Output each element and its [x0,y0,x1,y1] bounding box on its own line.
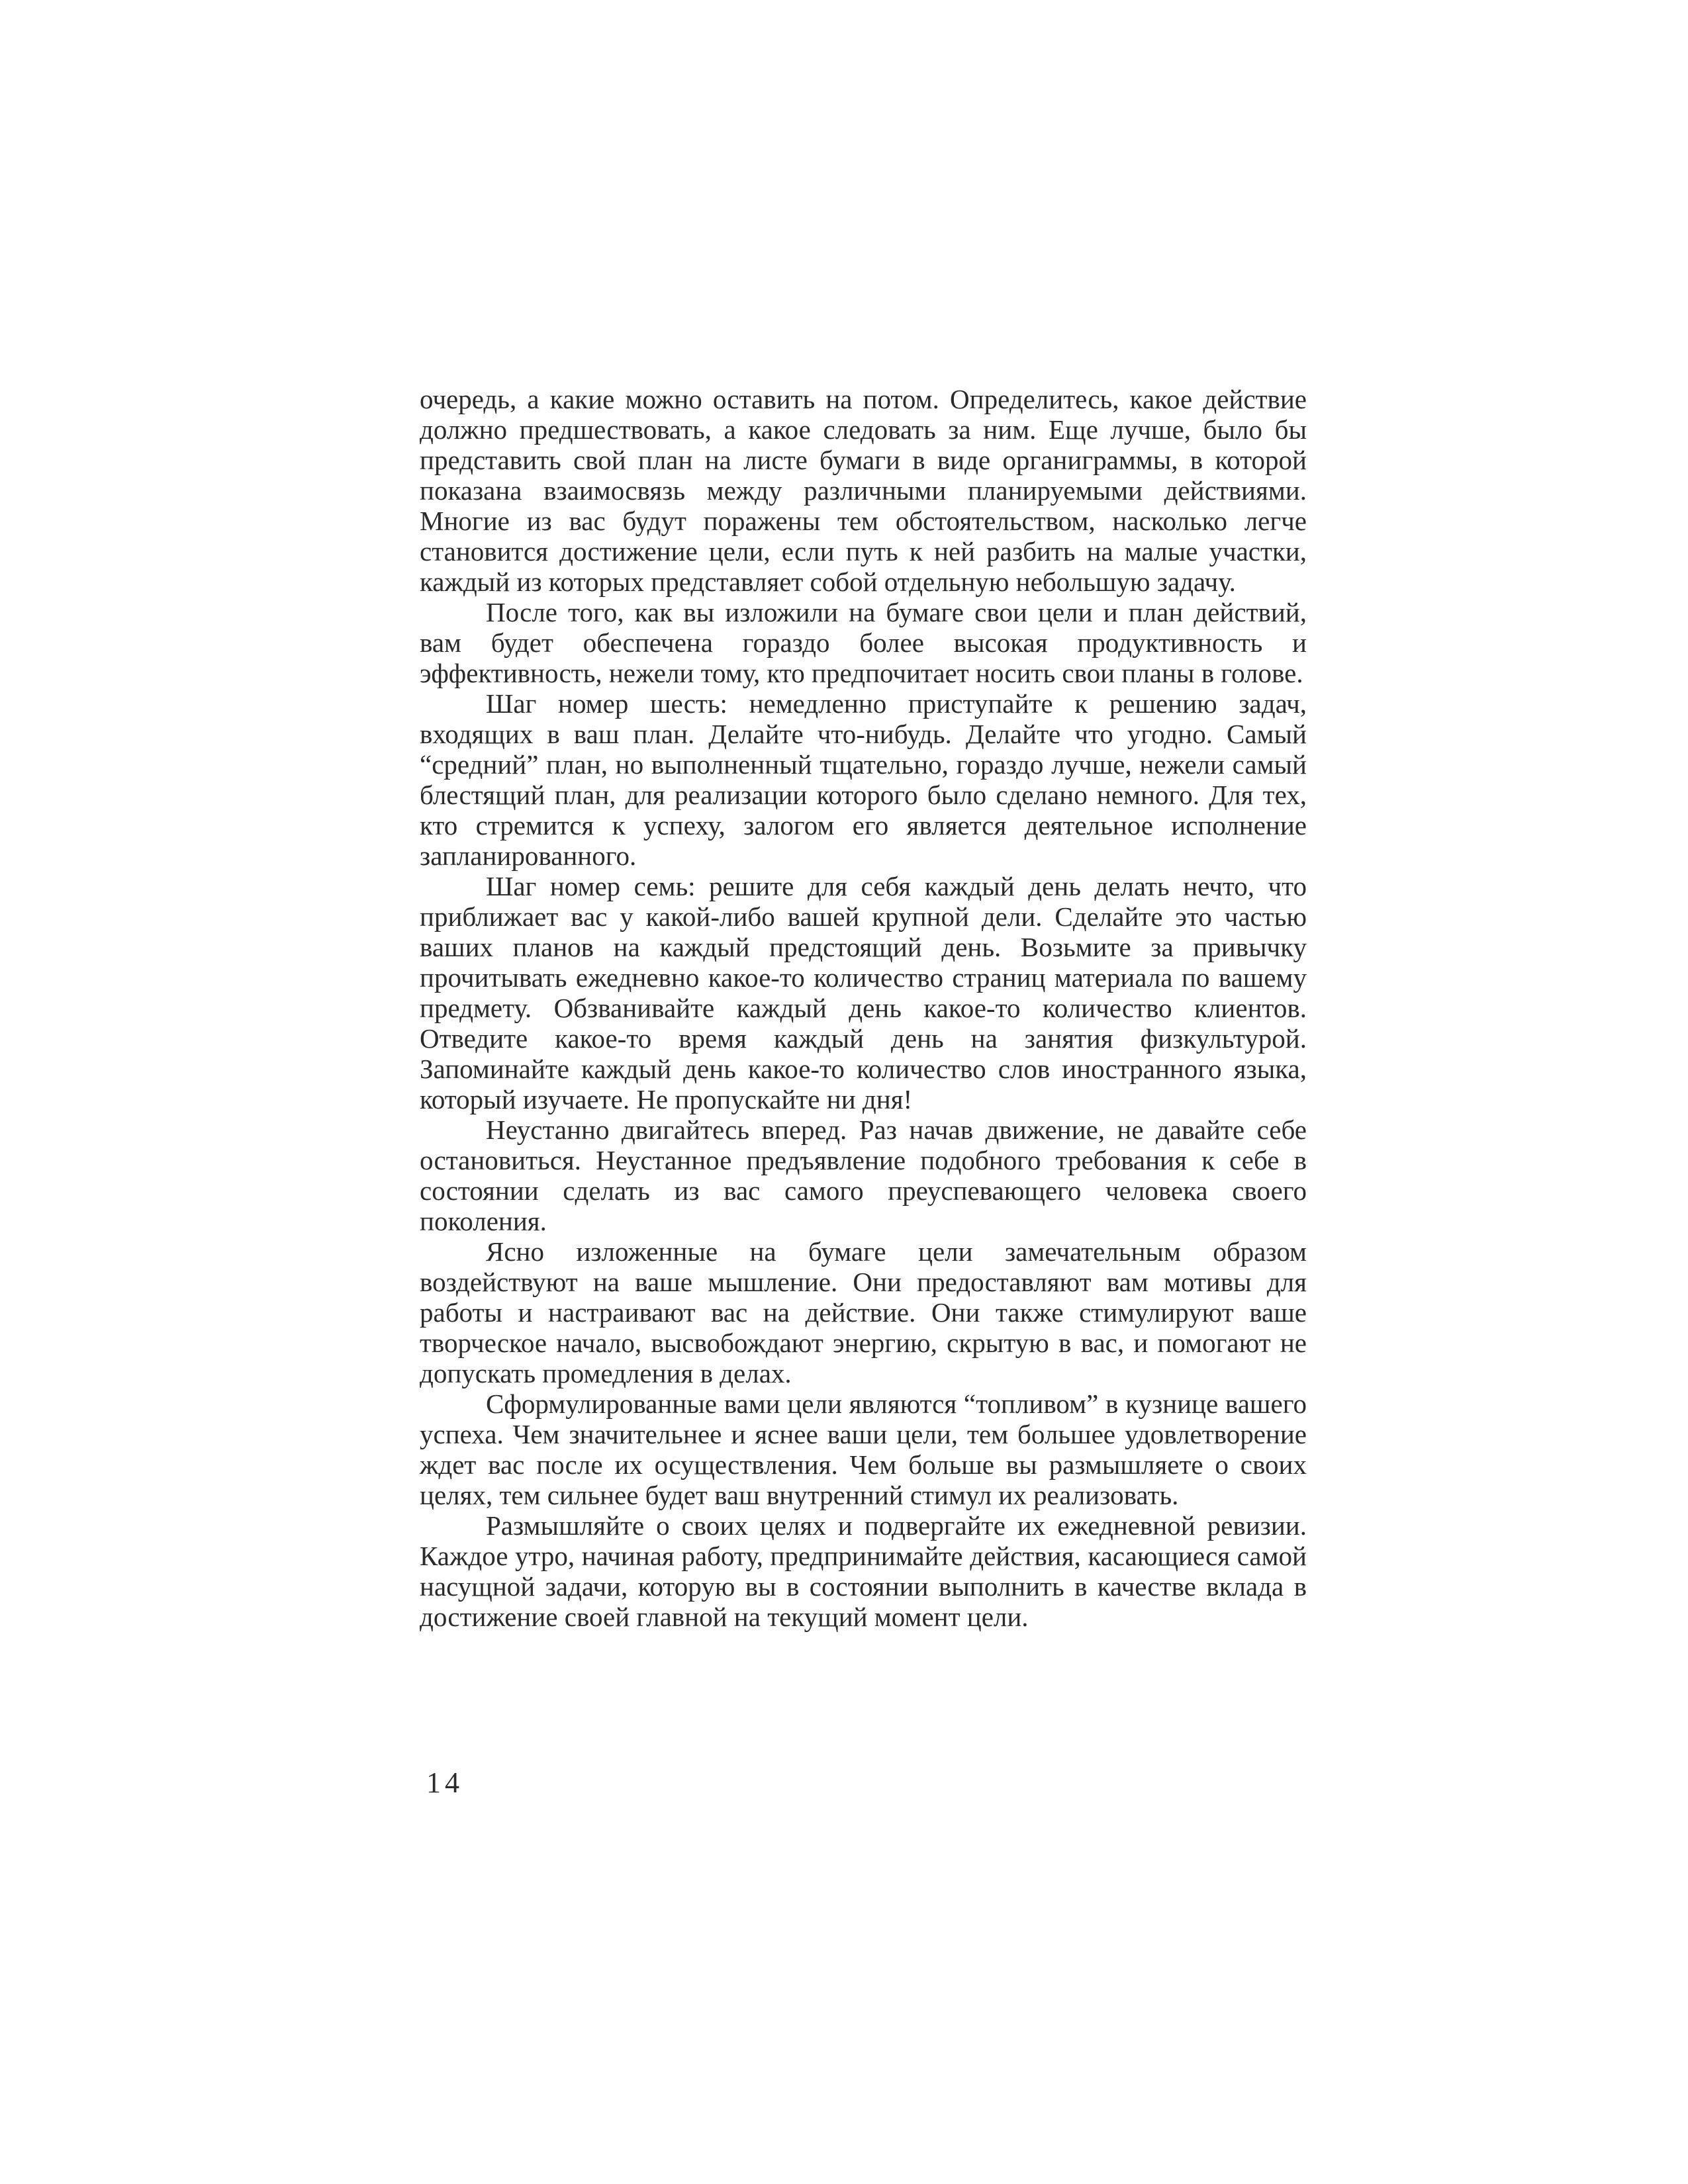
paragraph-6: Ясно изложенные на бумаге цели замечательным образом воздействуют на ваше мышление. Они предоставляют вам мотивы для работы и настраивают вас на действие. Они также стимулируют ваше творческое начало, высвобождают энергию, скрытую в вас, и помогают не допускать промедления в делах. [420,1236,1307,1388]
paragraph-4: Шаг номер семь: решите для себя каждый день делать нечто, что приближает вас у какой-либо вашей крупной дели. Сделайте это частью ваших планов на каждый предстоящий день. Возьмите за привычку прочитывать ежедневно какое-то количество страниц материала по вашему предмету. Обзванивайте каждый день какое-то количество клиентов. Отведите какое-то время каждый день на занятия физкультурой. Запоминайте каждый день какое-то количество слов иностранного языка, который изучаете. Не пропускайте ни дня! [420,871,1307,1115]
paragraph-8: Размышляйте о своих целях и подвергайте их ежедневной ревизии. Каждое утро, начиная работу, предпринимайте действия, касающиеся самой насущной задачи, которую вы в состоянии выполнить в качестве вклада в достижение своей главной на текущий момент цели. [420,1510,1307,1632]
paragraph-3: Шаг номер шесть: немедленно приступайте к решению задач, входящих в ваш план. Делайте что-нибудь. Делайте что угодно. Самый “средний” план, но выполненный тщательно, гораздо лучше, нежели самый блестящий план, для реализации которого было сделано немного. Для тех, кто стремится к успеху, залогом его является деятельное исполнение запланированного. [420,688,1307,871]
page-number: 14 [426,1766,463,1799]
paragraph-1: очередь, а какие можно оставить на потом. Определитесь, какое действие должно предшествовать, а какое следовать за ним. Еще лучше, было бы представить свой план на листе бумаги в виде органиграммы, в которой показана взаимосвязь между различными планируемыми действиями. Многие из вас будут поражены тем обстоятельством, насколько легче становится достижение цели, если путь к ней разбить на малые участки, каждый из которых представляет собой отдельную небольшую задачу. [420,384,1307,597]
paragraph-5: Неустанно двигайтесь вперед. Раз начав движение, не давайте себе остановиться. Неустанное предъявление подобного требования к себе в состоянии сделать из вас самого преуспевающего человека своего поколения. [420,1115,1307,1236]
paragraph-7: Сформулированные вами цели являются “топливом” в кузнице вашего успеха. Чем значительнее и яснее ваши цели, тем большее удовлетворение ждет вас после их осуществления. Чем больше вы размышляете о своих целях, тем сильнее будет ваш внутренний стимул их реализовать. [420,1388,1307,1510]
body-text [420,384,1307,1632]
paragraph-2: После того, как вы изложили на бумаге свои цели и план действий, вам будет обеспечена гораздо более высокая продуктивность и эффективность, нежели тому, кто предпочитает носить свои планы в голове. [420,597,1307,688]
